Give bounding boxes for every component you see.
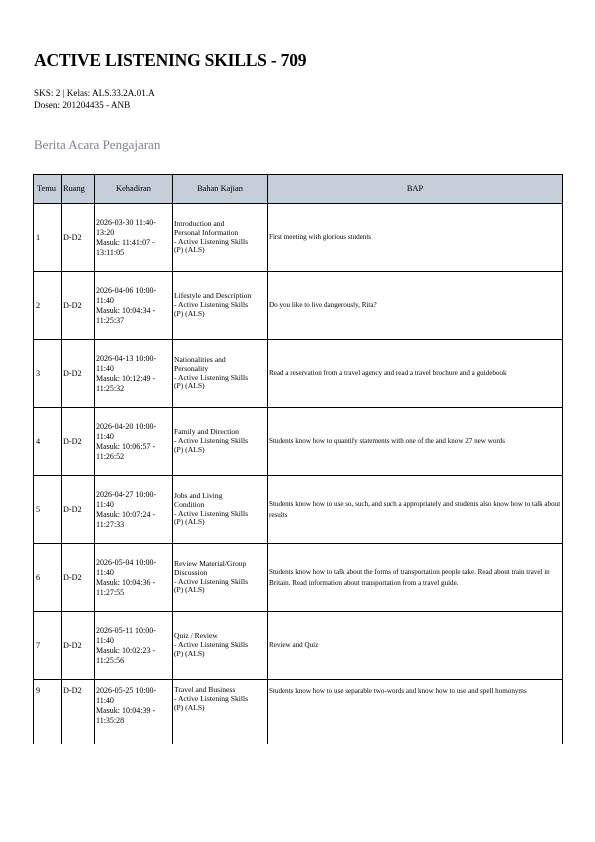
cell-ruang: D-D2: [62, 612, 95, 680]
cell-bahan-kajian: [173, 408, 268, 476]
bahan-kajian-line: Quiz / Review: [174, 631, 218, 641]
kehadiran-line: 11:25:37: [96, 315, 125, 325]
cell-temu: 4: [34, 408, 62, 476]
bahan-kajian-line: - Active Listening Skills: [174, 576, 249, 586]
kehadiran-line: 13:11:05: [96, 247, 125, 257]
kehadiran-line: Masuk: 10:06:57 -: [96, 441, 156, 451]
cell-temu: 7: [34, 612, 62, 680]
cell-bahan-kajian: [173, 476, 268, 544]
cell-bap: [268, 204, 563, 272]
cell-kehadiran: [95, 476, 173, 544]
cell-kehadiran: [95, 340, 173, 408]
kehadiran-line: 11:25:32: [96, 383, 125, 393]
kehadiran-line: Masuk: 10:02:23 -: [96, 645, 156, 655]
cell-ruang: D-D2: [62, 680, 95, 745]
bap-table: [33, 174, 563, 744]
bahan-kajian-line: - Active Listening Skills: [174, 508, 249, 518]
cell-kehadiran: [95, 612, 173, 680]
kehadiran-line: 11:26:52: [96, 451, 125, 461]
kehadiran-line: 11:40: [96, 696, 114, 705]
bap-text: First meeting with glorious students: [269, 233, 372, 242]
cell-temu: 2: [34, 272, 62, 340]
cell-bap: [268, 476, 563, 544]
bahan-kajian-line: Introduction and: [174, 218, 225, 228]
table-row: [34, 408, 563, 476]
kehadiran-line: 11:40: [96, 499, 114, 509]
bahan-kajian-line: Travel and Business: [174, 685, 236, 694]
kehadiran-line: 2026-05-25 10:00-: [96, 686, 157, 695]
kehadiran-line: 2026-04-27 10:00-: [96, 489, 157, 499]
cell-ruang: D-D2: [62, 408, 95, 476]
bahan-kajian-line: Nationalities and: [174, 354, 226, 364]
cell-bap: [268, 680, 563, 745]
table-row: [34, 612, 563, 680]
bahan-kajian-line: (P) (ALS): [174, 517, 205, 527]
cell-temu: 9: [34, 680, 62, 745]
kehadiran-line: 2026-05-04 10:00-: [96, 557, 157, 567]
bahan-kajian-line: Review Material/Group: [174, 558, 247, 568]
header-ruang: Ruang: [62, 175, 95, 204]
section-title: Berita Acara Pengajaran: [34, 137, 161, 152]
bahan-kajian-line: - Active Listening Skills: [174, 436, 249, 446]
cell-bap: [268, 408, 563, 476]
bahan-kajian-line: - Active Listening Skills: [174, 693, 249, 703]
bap-text: Review and Quiz: [269, 641, 319, 650]
cell-bap: [268, 612, 563, 680]
kehadiran-line: 2026-04-13 10:00-: [96, 353, 157, 363]
kehadiran-line: 11:35:28: [96, 716, 125, 725]
cell-kehadiran: [95, 272, 173, 340]
bap-text: Students know how to use so, such, and such a appropriately and students also know how to talk about results: [269, 500, 561, 519]
table-body: [34, 204, 563, 745]
bahan-kajian-line: (P) (ALS): [174, 585, 205, 595]
cell-ruang: D-D2: [62, 476, 95, 544]
bahan-kajian-line: (P) (ALS): [174, 702, 205, 712]
table-row: [34, 204, 563, 272]
cell-kehadiran: [95, 204, 173, 272]
bahan-kajian-line: - Active Listening Skills: [174, 300, 249, 310]
kehadiran-line: Masuk: 10:04:34 -: [96, 305, 156, 315]
kehadiran-line: 2026-04-20 10:00-: [96, 421, 157, 431]
bahan-kajian-line: - Active Listening Skills: [174, 372, 249, 382]
cell-ruang: D-D2: [62, 272, 95, 340]
page-cut: [33, 750, 562, 760]
bap-text: Students know how to talk about the forms of transportation people take. Read about train travel in Britain. Read information about transportation from a travel guide.: [269, 568, 550, 587]
kehadiran-line: 2026-04-06 10:00-: [96, 285, 157, 295]
cell-temu: 5: [34, 476, 62, 544]
table-row: [34, 544, 563, 612]
kehadiran-line: 11:40: [96, 431, 114, 441]
cell-ruang: D-D2: [62, 340, 95, 408]
header-kehadiran: Kehadiran: [95, 175, 173, 204]
kehadiran-line: 11:40: [96, 295, 114, 305]
cell-bap: [268, 544, 563, 612]
table-row: [34, 680, 563, 745]
bahan-kajian-line: Jobs and Living: [174, 490, 223, 500]
cell-temu: 1: [34, 204, 62, 272]
bahan-kajian-line: (P) (ALS): [174, 308, 205, 318]
cell-temu: 3: [34, 340, 62, 408]
bahan-kajian-line: Family and Direction: [174, 427, 239, 437]
table-row: [34, 476, 563, 544]
kehadiran-line: 11:40: [96, 567, 114, 577]
cell-kehadiran: [95, 408, 173, 476]
cell-bahan-kajian: [173, 204, 268, 272]
table-row: [34, 272, 563, 340]
cell-kehadiran: [95, 680, 173, 745]
table-row: [34, 340, 563, 408]
cell-ruang: D-D2: [62, 544, 95, 612]
cell-bahan-kajian: [173, 612, 268, 680]
table-header-row: [34, 175, 563, 204]
bahan-kajian-line: Discussion: [174, 567, 208, 577]
bahan-kajian-line: - Active Listening Skills: [174, 236, 249, 246]
bahan-kajian-line: Lifestyle and Description: [174, 291, 252, 301]
cell-temu: 6: [34, 544, 62, 612]
cell-bahan-kajian: [173, 340, 268, 408]
kehadiran-line: Masuk: 10:07:24 -: [96, 509, 156, 519]
cell-bap: [268, 272, 563, 340]
bahan-kajian-line: (P) (ALS): [174, 245, 205, 255]
bahan-kajian-line: Personal Information: [174, 227, 239, 237]
cell-ruang: D-D2: [62, 204, 95, 272]
kehadiran-line: 11:40: [96, 635, 114, 645]
bahan-kajian-line: Personality: [174, 363, 209, 373]
kehadiran-line: Masuk: 11:41:07 -: [96, 237, 155, 247]
cell-bahan-kajian: [173, 680, 268, 745]
course-title: ACTIVE LISTENING SKILLS - 709: [34, 50, 307, 70]
bahan-kajian-line: - Active Listening Skills: [174, 640, 249, 650]
course-lecturer: Dosen: 201204435 - ANB: [34, 100, 131, 110]
kehadiran-line: 11:40: [96, 363, 114, 373]
bap-text: Students know how to use separable two-words and know how to use and spell homonyms: [269, 687, 527, 695]
bap-text: Read a reservation from a travel agency and read a travel brochure and a guidebook: [269, 369, 507, 378]
header-bahan-kajian: Bahan Kajian: [173, 175, 268, 204]
bap-text: Students know how to quantify statements with one of the and know 27 new words: [269, 437, 506, 446]
cell-bahan-kajian: [173, 544, 268, 612]
kehadiran-line: Masuk: 10:12:49 -: [96, 373, 156, 383]
course-sks-class: SKS: 2 | Kelas: ALS.33.2A.01.A: [34, 88, 155, 98]
header-temu: Temu: [34, 175, 62, 204]
kehadiran-line: 2026-03-30 11:40-: [96, 217, 156, 227]
kehadiran-line: 11:27:33: [96, 519, 125, 529]
kehadiran-line: 11:25:56: [96, 655, 125, 665]
cell-kehadiran: [95, 544, 173, 612]
bahan-kajian-line: Condition: [174, 499, 205, 509]
header-bap: BAP: [268, 175, 563, 204]
bahan-kajian-line: (P) (ALS): [174, 381, 205, 391]
kehadiran-line: 13:20: [96, 227, 115, 237]
bahan-kajian-line: (P) (ALS): [174, 648, 205, 658]
kehadiran-line: Masuk: 10:04:36 -: [96, 577, 156, 587]
cell-bap: [268, 340, 563, 408]
kehadiran-line: 2026-05-11 10:00-: [96, 625, 156, 635]
bap-text: Do you like to live dangerously, Rita?: [269, 301, 377, 310]
cell-bahan-kajian: [173, 272, 268, 340]
kehadiran-line: 11:27:55: [96, 587, 125, 597]
bahan-kajian-line: (P) (ALS): [174, 444, 205, 454]
kehadiran-line: Masuk: 10:04:39 -: [96, 706, 156, 715]
